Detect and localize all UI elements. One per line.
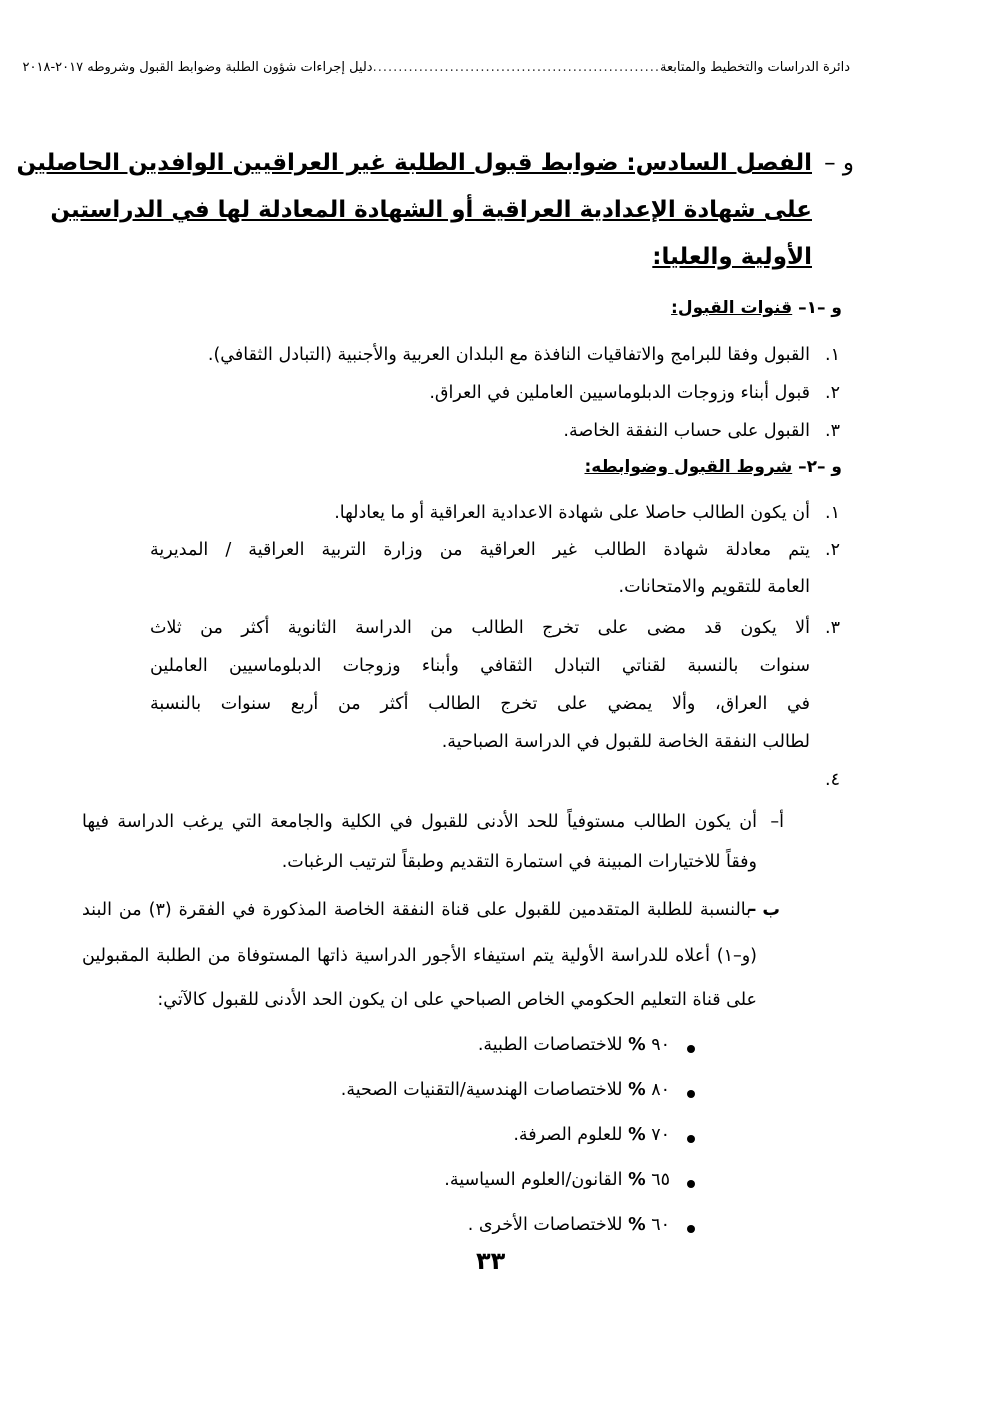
chapter-prefix: و – <box>824 150 854 176</box>
bullet-4 <box>444 1170 670 1190</box>
bullet-2-dot <box>687 1090 695 1098</box>
header-dots: ........................................................ <box>372 60 661 75</box>
s1-item-1-number: ١. <box>825 345 840 365</box>
bullet-4-value: ٦٥ <box>651 1170 670 1190</box>
section-1-heading <box>671 298 842 318</box>
para-a-line-2: وفقاً للاختيارات المبينة في استمارة التقديم وطبقاً لترتيب الرغبات. <box>281 852 757 872</box>
bullet-3-dot <box>687 1135 695 1143</box>
s1-item-2-text: قبول أبناء وزوجات الدبلوماسيين العاملين في العراق. <box>429 383 810 403</box>
bullet-2-text: للاختصاصات الهندسية/التقنيات الصحية. <box>340 1080 623 1100</box>
page-number: ٣٣ <box>476 1247 506 1275</box>
bullet-4-dot <box>687 1180 695 1188</box>
bullet-5-dot <box>687 1225 695 1233</box>
para-b-line-2: (و–١) أعلاه للدراسة الأولية يتم استيفاء الأجور الدراسية ذاتها المستوفاة من الطلبة المقبولين <box>82 946 757 966</box>
running-header <box>22 60 850 75</box>
bullet-5-text: للاختصاصات الأخرى . <box>467 1215 623 1235</box>
chapter-title-line-1: الفصل السادس: ضوابط قبول الطلبة غير العراقيين الوافدين الحاصلين <box>16 150 812 176</box>
s1-item-1-text: القبول وفقا للبرامج والاتفاقيات النافذة مع البلدان العربية والأجنبية (التبادل الثقافي). <box>207 345 810 365</box>
header-right-text: دليل إجراءات شؤون الطلبة وضوابط القبول وشروطه ٢٠١٧-٢٠١٨ <box>22 60 373 75</box>
para-a-line-1: أن يكون الطالب مستوفياً للحد الأدنى للقبول في الكلية والجامعة التي يرغب الدراسة فيها <box>82 812 757 832</box>
section-1-number: و –١– <box>798 298 842 318</box>
bullet-4-text: القانون/العلوم السياسية. <box>444 1170 623 1190</box>
bullet-5-percent: % <box>628 1215 646 1235</box>
bullet-2-percent: % <box>628 1080 646 1100</box>
s1-item-3-number: ٣. <box>825 421 840 441</box>
s2-item-1-number: ١. <box>825 503 840 523</box>
section-2-number: و –٢– <box>798 457 842 477</box>
bullet-5-value: ٦٠ <box>651 1215 670 1235</box>
para-a-label: أ– <box>770 812 784 832</box>
bullet-3-value: ٧٠ <box>651 1125 670 1145</box>
bullet-1-percent: % <box>628 1035 646 1055</box>
bullet-2 <box>341 1080 670 1100</box>
bullet-5 <box>468 1215 670 1235</box>
s2-item-2-number: ٢. <box>825 540 840 560</box>
s2-item-3-line-1: ألا يكون قد مضى على تخرج الطالب من الدراسة الثانوية أكثر من ثلاث <box>150 618 810 638</box>
bullet-3 <box>513 1125 670 1145</box>
s2-item-3-line-2: سنوات بالنسبة لقناتي التبادل الثقافي وأبناء وزوجات الدبلوماسيين العاملين <box>150 656 810 676</box>
s2-item-3-line-4: لطالب النفقة الخاصة للقبول في الدراسة الصباحية. <box>441 732 810 752</box>
bullet-1-text: للاختصاصات الطبية. <box>477 1035 623 1055</box>
bullet-1-value: ٩٠ <box>651 1035 670 1055</box>
s2-item-1-text: أن يكون الطالب حاصلا على شهادة الاعدادية العراقية أو ما يعادلها. <box>334 503 810 523</box>
s2-item-3-number: ٣. <box>825 618 840 638</box>
bullet-1-dot <box>687 1045 695 1053</box>
s2-item-4-number: ٤. <box>825 770 840 790</box>
section-2-title: شروط القبول وضوابطه: <box>584 457 793 477</box>
bullet-3-text: للعلوم الصرفة. <box>513 1125 623 1145</box>
section-2-heading <box>585 457 843 477</box>
chapter-title-line-2: على شهادة الإعدادية العراقية أو الشهادة المعادلة لها في الدراستين <box>50 197 812 223</box>
para-b-label: ب – <box>747 900 780 920</box>
para-b-line-1: بالنسبة للطلبة المتقدمين للقبول على قناة النفقة الخاصة المذكورة في الفقرة (٣) من البند <box>82 900 751 920</box>
header-left-text: دائرة الدراسات والتخطيط والمتابعة <box>660 60 850 75</box>
bullet-4-percent: % <box>628 1170 646 1190</box>
s1-item-2-number: ٢. <box>825 383 840 403</box>
s2-item-3-line-3: في العراق، وألا يمضي على تخرج الطالب أكثر من أربع سنوات بالنسبة <box>150 694 810 714</box>
bullet-2-value: ٨٠ <box>651 1080 670 1100</box>
s2-item-2-line-1: يتم معادلة شهادة الطالب غير العراقية من وزارة التربية العراقية / المديرية <box>150 540 810 560</box>
bullet-1 <box>478 1035 670 1055</box>
chapter-title-line-3: الأولية والعليا: <box>652 244 812 270</box>
section-1-title: قنوات القبول: <box>671 298 793 318</box>
s2-item-2-line-2: العامة للتقويم والامتحانات. <box>618 577 810 597</box>
s1-item-3-text: القبول على حساب النفقة الخاصة. <box>563 421 810 441</box>
para-b-line-3: على قناة التعليم الحكومي الخاص الصباحي على ان يكون الحد الأدنى للقبول كالآتي: <box>157 990 757 1010</box>
bullet-3-percent: % <box>628 1125 646 1145</box>
